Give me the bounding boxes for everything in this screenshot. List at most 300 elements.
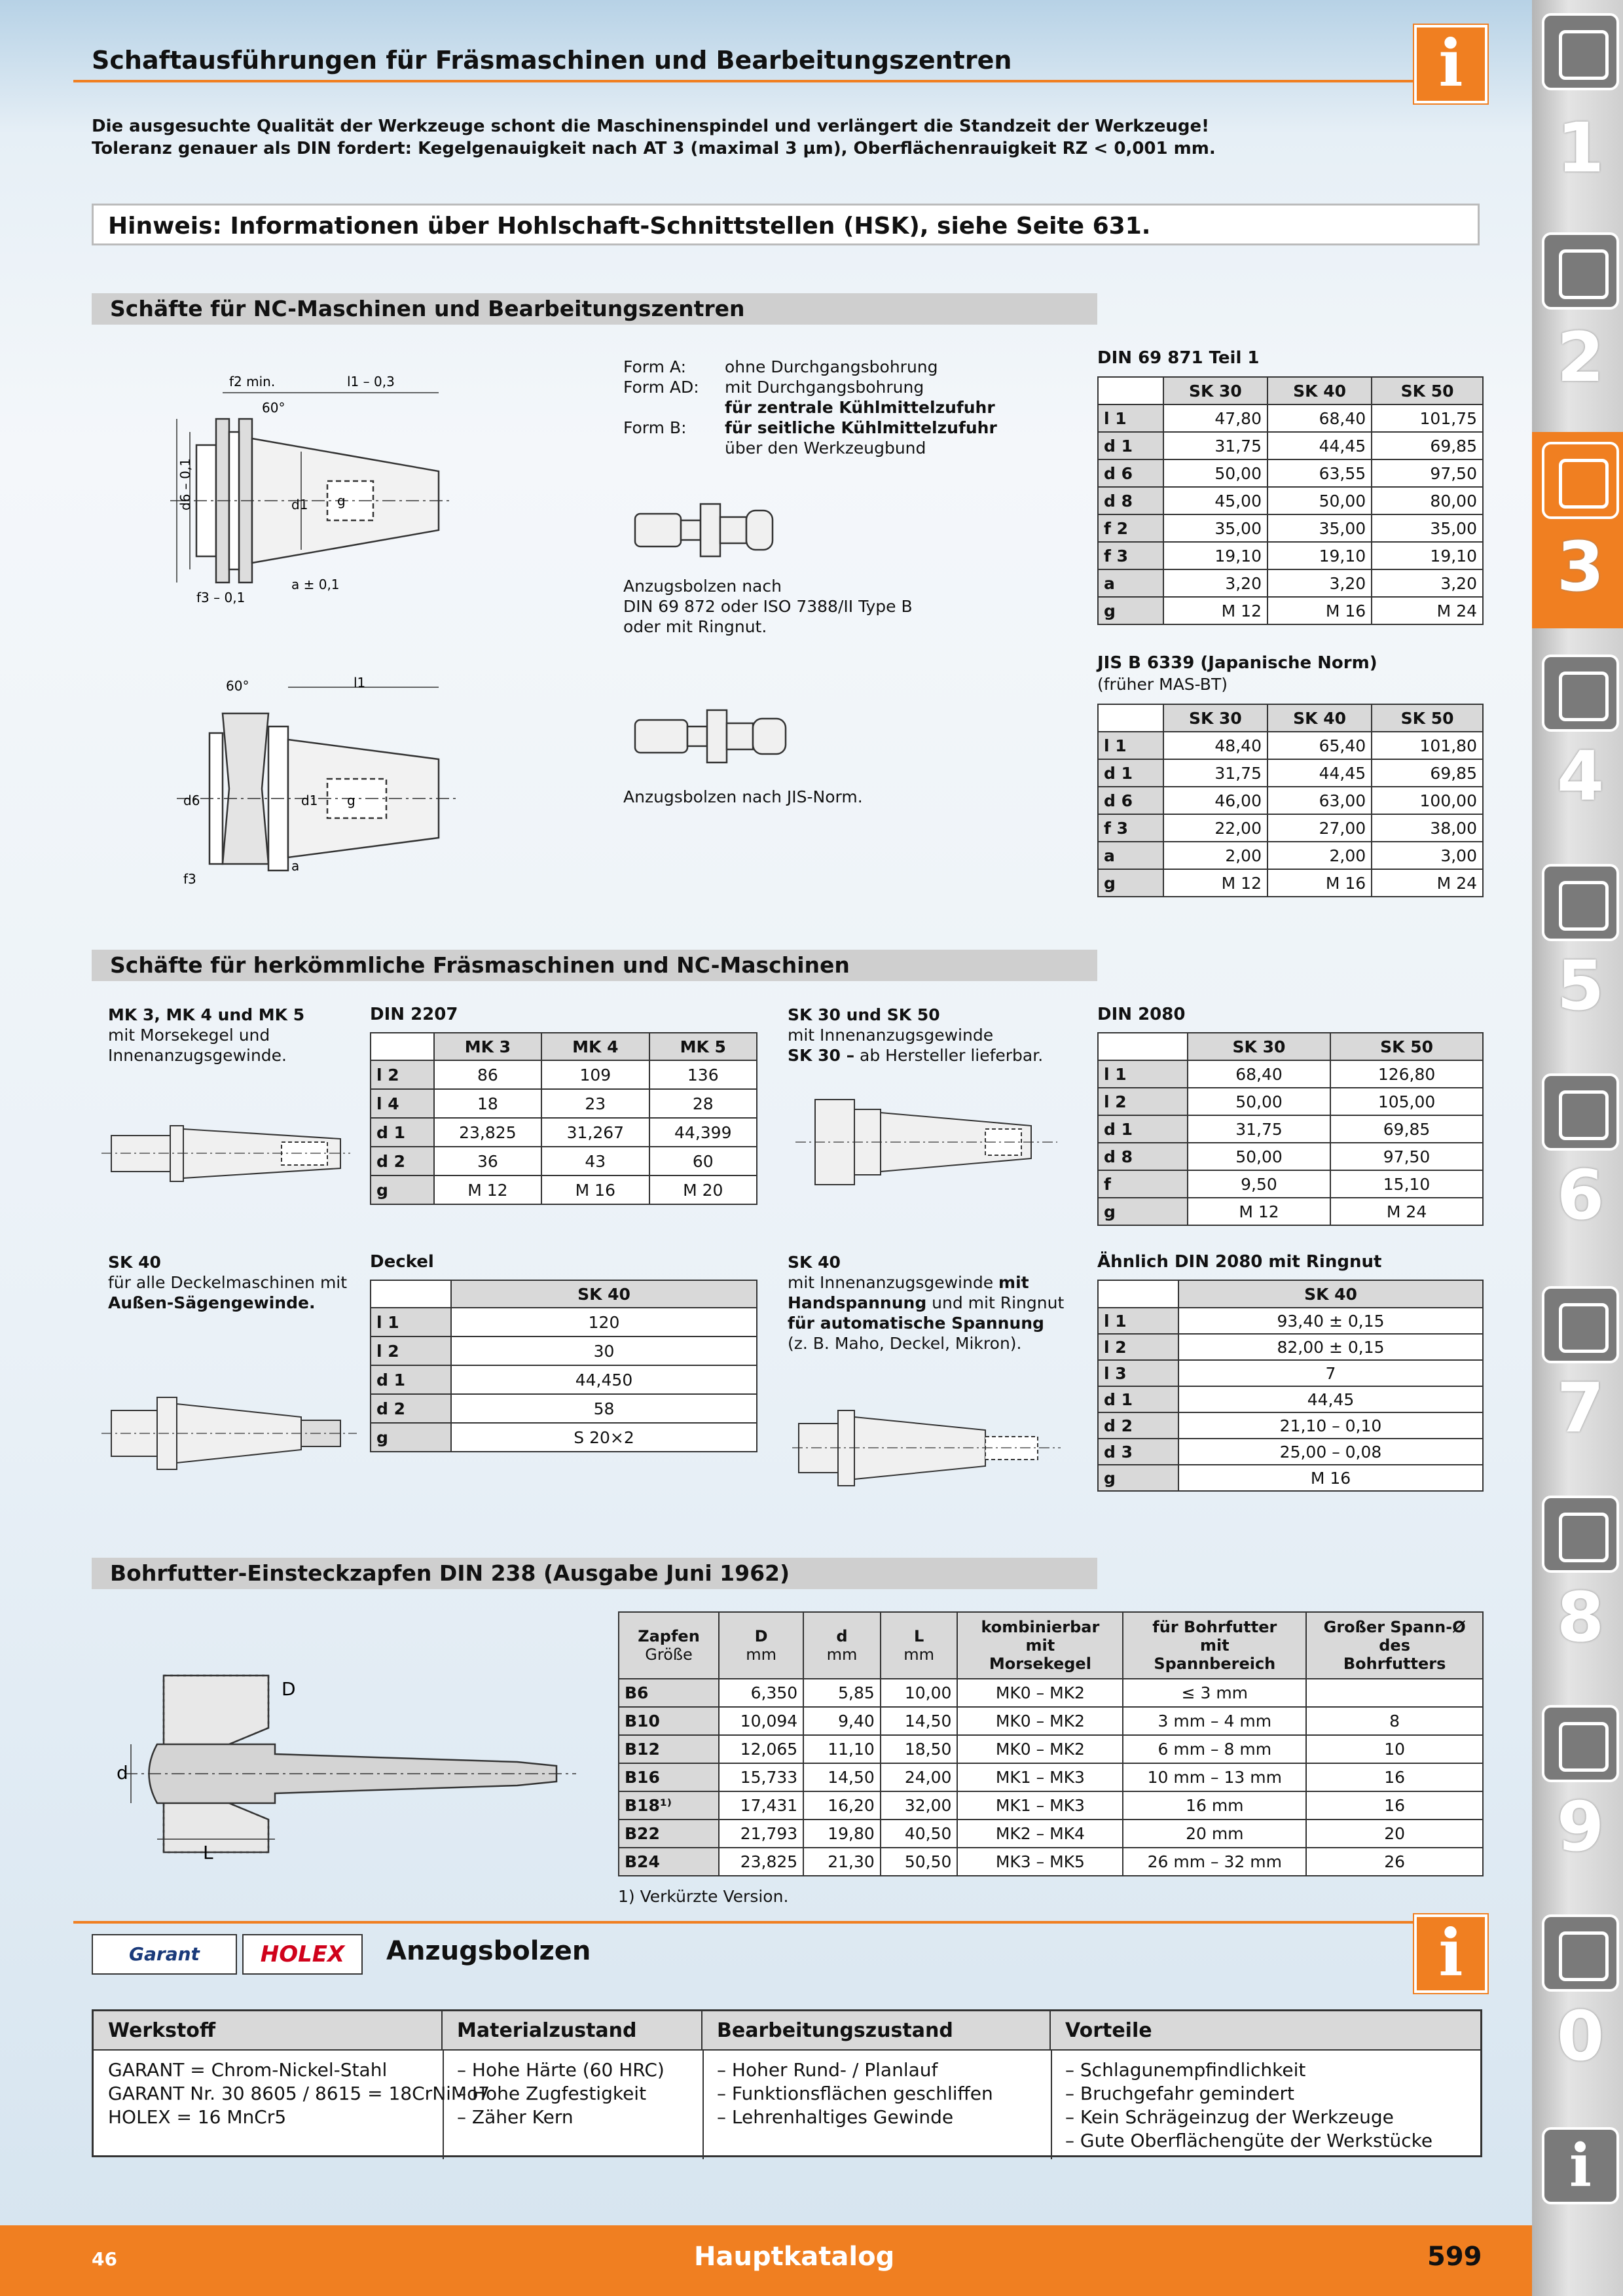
row-label: d 1 <box>1098 759 1163 787</box>
info-icon-bolts[interactable]: i <box>1414 1914 1487 1993</box>
table-row <box>1098 459 1483 487</box>
shank-diagram-jis <box>164 674 465 903</box>
bearbeitung-line-1: – Hoher Rund- / Planlauf <box>717 2059 938 2081</box>
pull-stud-caption-din <box>623 576 913 637</box>
din2207-title: DIN 2207 <box>370 1005 458 1024</box>
sk3050-title: SK 30 und SK 50 <box>788 1005 940 1024</box>
saw-icon[interactable] <box>1542 864 1619 941</box>
table-row <box>1098 1170 1483 1198</box>
label-angle-jis: 60° <box>226 678 249 694</box>
row-label: l 1 <box>371 1308 451 1336</box>
table-cell: 35,00 <box>1372 514 1483 542</box>
row-label: l 2 <box>1098 1088 1188 1115</box>
column-header-line: kombinierbar <box>981 1618 1100 1636</box>
label-D: D <box>282 1678 296 1700</box>
table-row <box>1098 1412 1483 1439</box>
table-cell: 16 <box>1306 1763 1483 1791</box>
row-label: d 8 <box>1098 1143 1188 1170</box>
table-cell: 86 <box>434 1060 541 1089</box>
chapter-number-0[interactable]: 0 <box>1556 1996 1605 2076</box>
row-label: l 2 <box>371 1060 434 1089</box>
werkstoff-line-1: GARANT = Chrom-Nickel-Stahl <box>108 2059 388 2081</box>
row-label: B16 <box>619 1763 719 1791</box>
form-ad-value: mit Durchgangsbohrung <box>725 378 924 397</box>
row-label: B24 <box>619 1848 719 1876</box>
table-cell: 6 mm – 8 mm <box>1123 1735 1306 1763</box>
row-label: d 1 <box>1098 1386 1178 1412</box>
din238-diagram <box>98 1656 583 1872</box>
table-cell: 38,00 <box>1372 814 1483 842</box>
garant-logo-text: Garant <box>129 1943 200 1965</box>
sk40b-line-3-bold: für automatische Spannung <box>788 1314 1044 1333</box>
cabinet-glyph <box>1559 1722 1609 1772</box>
table-cell: 28 <box>649 1089 757 1118</box>
table-cell: 2,00 <box>1267 842 1372 869</box>
bolts-feature-table <box>92 2009 1482 2157</box>
drill-glyph <box>1559 30 1609 80</box>
table-cell: S 20×2 <box>451 1423 757 1452</box>
column-header-line: L <box>913 1627 924 1645</box>
table-cell: 47,80 <box>1163 404 1267 432</box>
form-legend <box>623 357 997 458</box>
pull-stud-diagram-jis <box>629 700 825 772</box>
table-cell: 93,40 ± 0,15 <box>1178 1308 1483 1334</box>
row-label: g <box>371 1423 451 1452</box>
table-row <box>1098 1115 1483 1143</box>
material-line-2: – Hohe Zugfestigkeit <box>457 2083 647 2104</box>
table-cell: 7 <box>1178 1360 1483 1386</box>
table-row <box>1098 842 1483 869</box>
table-row <box>619 1848 1483 1876</box>
holex-logo-text: HOLEX <box>260 1941 345 1967</box>
garant-logo <box>92 1934 237 1975</box>
table-cell: 5,85 <box>803 1679 881 1707</box>
form-ad-bold: für zentrale Kühlmittelzufuhr <box>725 398 995 417</box>
table-cell: M 12 <box>1163 869 1267 897</box>
table-cell: 69,85 <box>1372 759 1483 787</box>
table-cell: 35,00 <box>1267 514 1372 542</box>
saw-glyph <box>1559 881 1609 931</box>
chapter-number-5[interactable]: 5 <box>1556 946 1605 1026</box>
row-label: d 1 <box>371 1365 451 1394</box>
row-label: a <box>1098 569 1163 597</box>
table-row <box>1098 514 1483 542</box>
table-cell: 97,50 <box>1330 1143 1483 1170</box>
table-row <box>1098 1386 1483 1412</box>
toolbox-icon[interactable] <box>1542 1496 1619 1573</box>
hint-box: Hinweis: Informationen über Hohlschaft-Schnittstellen (HSK), siehe Seite 631. <box>92 204 1480 245</box>
row-label: l 1 <box>1098 732 1163 759</box>
caliper-glyph <box>1559 672 1609 721</box>
table-cell: 58 <box>451 1394 757 1423</box>
row-label: d 2 <box>1098 1412 1178 1439</box>
info-icon[interactable]: i <box>1542 2127 1619 2204</box>
table-row <box>371 1336 757 1365</box>
table-row <box>1098 1308 1483 1334</box>
table-row <box>371 1175 757 1204</box>
column-header-line: Bohrfutters <box>1343 1655 1446 1673</box>
label-d1-jis: d1 <box>301 793 318 808</box>
table-row <box>619 1791 1483 1820</box>
intro-line-1: Die ausgesuchte Qualität der Werkzeuge schont die Maschinenspindel und verlängert die Standzeit der Werkzeuge! <box>92 117 1209 136</box>
col-sk50: SK 50 <box>1330 1033 1483 1060</box>
din2080r-table <box>1097 1280 1484 1492</box>
row-label: g <box>1098 597 1163 624</box>
section-title-conventional: Schäfte für herkömmliche Fräsmaschinen und NC-Maschinen <box>92 950 1097 981</box>
table-cell: 16,20 <box>803 1791 881 1820</box>
label-l1: l1 – 0,3 <box>347 374 395 389</box>
sk40b-title: SK 40 <box>788 1253 841 1272</box>
din2207-table <box>370 1032 757 1205</box>
table-cell: 3,00 <box>1372 842 1483 869</box>
deckel-title: Deckel <box>370 1252 434 1272</box>
bearbeitung-line-2: – Funktionsflächen geschliffen <box>717 2083 993 2104</box>
holder-icon[interactable] <box>1542 442 1619 519</box>
pliers-icon[interactable] <box>1542 1286 1619 1363</box>
table-row <box>1098 1465 1483 1491</box>
table-cell: 48,40 <box>1163 732 1267 759</box>
table-cell: 20 <box>1306 1820 1483 1848</box>
table-cell: M 20 <box>649 1175 757 1204</box>
material-line-1: – Hohe Härte (60 HRC) <box>457 2059 665 2081</box>
table-row <box>1098 814 1483 842</box>
table-cell: 19,10 <box>1372 542 1483 569</box>
table-cell: M 24 <box>1330 1198 1483 1225</box>
column-header <box>719 1612 803 1679</box>
insert-icon[interactable] <box>1542 232 1619 310</box>
col-mk4: MK 4 <box>541 1033 649 1060</box>
info-icon[interactable]: i <box>1414 25 1487 103</box>
table-cell: 31,75 <box>1163 759 1267 787</box>
label-g: g <box>337 493 346 509</box>
sk3050-line-1: mit Innenanzugsgewinde <box>788 1026 994 1045</box>
table-cell: 25,00 – 0,08 <box>1178 1439 1483 1465</box>
shank-diagram-din69871 <box>151 367 458 615</box>
row-label: l 4 <box>371 1089 434 1118</box>
table-row <box>371 1394 757 1423</box>
table-row <box>371 1423 757 1452</box>
row-label: l 2 <box>1098 1334 1178 1360</box>
table-cell: 43 <box>541 1147 649 1175</box>
bolt1-line-1: Anzugsbolzen nach <box>623 577 782 596</box>
column-header <box>1123 1612 1306 1679</box>
table-row <box>1098 869 1483 897</box>
form-b-value: über den Werkzeugbund <box>725 439 926 457</box>
table-cell: M 24 <box>1372 869 1483 897</box>
table-cell: M 16 <box>1178 1465 1483 1491</box>
col-sk40: SK 40 <box>451 1280 757 1308</box>
table-cell: M 16 <box>541 1175 649 1204</box>
table-cell: MK1 – MK3 <box>957 1791 1123 1820</box>
table-row <box>371 1118 757 1147</box>
label-a: a ± 0,1 <box>291 577 340 592</box>
row-label: f 2 <box>1098 514 1163 542</box>
column-header-line: mit <box>1199 1636 1230 1655</box>
table-cell: 68,40 <box>1267 404 1372 432</box>
chapter-number-9[interactable]: 9 <box>1556 1787 1605 1867</box>
wrench-glyph <box>1559 1090 1609 1140</box>
table-cell: 100,00 <box>1372 787 1483 814</box>
table-cell: MK0 – MK2 <box>957 1735 1123 1763</box>
sk40a-line-1: für alle Deckelmaschinen mit <box>108 1273 348 1292</box>
din238-table <box>618 1611 1484 1876</box>
table-cell: 26 <box>1306 1848 1483 1876</box>
row-label: l 1 <box>1098 404 1163 432</box>
col-mk5: MK 5 <box>649 1033 757 1060</box>
jis-subtitle: (früher MAS-BT) <box>1097 675 1228 694</box>
table-cell: 20 mm <box>1123 1820 1306 1848</box>
table-cell: M 16 <box>1267 869 1372 897</box>
table-cell: 15,10 <box>1330 1170 1483 1198</box>
row-label: d 1 <box>1098 432 1163 459</box>
table-row <box>619 1707 1483 1735</box>
chapter-number-2[interactable]: 2 <box>1556 317 1605 397</box>
table-cell: 19,10 <box>1267 542 1372 569</box>
din2080r-title: Ähnlich DIN 2080 mit Ringnut <box>1097 1252 1382 1272</box>
label-l1-jis: l1 <box>354 675 366 691</box>
table-row <box>1098 1198 1483 1225</box>
table-row <box>1098 1143 1483 1170</box>
table-cell: 30 <box>451 1336 757 1365</box>
mk-shank-diagram <box>98 1100 354 1204</box>
cabinet-icon[interactable] <box>1542 1705 1619 1782</box>
table-cell: 35,00 <box>1163 514 1267 542</box>
row-label: g <box>1098 1198 1188 1225</box>
section-title-din238: Bohrfutter-Einsteckzapfen DIN 238 (Ausgabe Juni 1962) <box>92 1558 1097 1589</box>
safety-glyph <box>1559 1931 1609 1981</box>
table-row <box>619 1735 1483 1763</box>
caliper-icon[interactable] <box>1542 655 1619 732</box>
table-cell <box>1306 1679 1483 1707</box>
jis-title: JIS B 6339 (Japanische Norm) <box>1097 653 1377 673</box>
row-label: f 3 <box>1098 542 1163 569</box>
table-cell: 23,825 <box>434 1118 541 1147</box>
label-a-jis: a <box>291 858 300 874</box>
wrench-icon[interactable] <box>1542 1073 1619 1151</box>
chapter-number-7[interactable]: 7 <box>1556 1368 1605 1448</box>
din2080-table <box>1097 1032 1484 1226</box>
col-sk30: SK 30 <box>1163 377 1267 404</box>
head-werkstoff: Werkstoff <box>94 2011 443 2051</box>
table-row <box>1098 732 1483 759</box>
werkstoff-line-3: HOLEX = 16 MnCr5 <box>108 2106 287 2128</box>
din69871-table <box>1097 376 1484 625</box>
chapter-number-1[interactable]: 1 <box>1556 108 1605 188</box>
table-cell: 69,85 <box>1372 432 1483 459</box>
table-row <box>1098 1439 1483 1465</box>
pull-stud-diagram-din <box>629 494 805 566</box>
table-row <box>1098 1360 1483 1386</box>
sk40-maho-description <box>788 1252 1064 1354</box>
table-row <box>1098 542 1483 569</box>
holex-logo <box>242 1934 363 1975</box>
header-rule <box>73 80 1448 82</box>
table-cell: 31,75 <box>1163 432 1267 459</box>
sk40b-line-2-bold: Handspannung <box>788 1293 927 1312</box>
table-row <box>1098 759 1483 787</box>
label-d1: d1 <box>291 497 308 512</box>
insert-glyph <box>1559 249 1609 299</box>
sk40b-line-2: und mit Ringnut <box>926 1293 1065 1312</box>
col-sk30: SK 30 <box>1163 704 1267 732</box>
safety-icon[interactable] <box>1542 1914 1619 1992</box>
table-cell: 120 <box>451 1308 757 1336</box>
column-header-line: Spannbereich <box>1154 1655 1276 1673</box>
table-cell: 50,50 <box>881 1848 958 1876</box>
footer-page-left: 46 <box>92 2248 117 2270</box>
werkstoff-list <box>94 2058 490 2129</box>
holder-glyph <box>1559 459 1609 509</box>
chapter-number-3[interactable]: 3 <box>1556 527 1605 607</box>
label-d6-jis: d6 <box>183 793 200 808</box>
footer-page-number: 599 <box>1427 2242 1482 2272</box>
col-mk3: MK 3 <box>434 1033 541 1060</box>
pliers-glyph <box>1559 1303 1609 1353</box>
label-L: L <box>203 1842 213 1863</box>
table-cell: MK3 – MK5 <box>957 1848 1123 1876</box>
form-a-value: ohne Durchgangsbohrung <box>725 357 938 376</box>
table-cell: 15,733 <box>719 1763 803 1791</box>
table-cell: 63,55 <box>1267 459 1372 487</box>
row-label: d 6 <box>1098 459 1163 487</box>
vorteile-line-1: – Schlagunempfindlichkeit <box>1065 2059 1306 2081</box>
table-cell: 50,00 <box>1163 459 1267 487</box>
label-d6: d6 – 0,1 <box>177 458 193 511</box>
drill-icon[interactable] <box>1542 13 1619 90</box>
sk40-maho-diagram <box>789 1388 1064 1499</box>
sk40-deckel-diagram <box>98 1374 360 1492</box>
chapter-number-6[interactable]: 6 <box>1556 1155 1605 1235</box>
column-header <box>619 1612 719 1679</box>
table-cell: 19,80 <box>803 1820 881 1848</box>
table-header-row <box>619 1612 1483 1679</box>
table-cell: 109 <box>541 1060 649 1089</box>
form-b-key: Form B: <box>623 418 687 437</box>
table-cell: 44,399 <box>649 1118 757 1147</box>
column-header <box>803 1612 881 1679</box>
table-cell: 101,80 <box>1372 732 1483 759</box>
table-row <box>1098 1334 1483 1360</box>
vorteile-list <box>1051 2058 1432 2153</box>
col-sk40: SK 40 <box>1267 704 1372 732</box>
row-label: g <box>1098 869 1163 897</box>
table-cell: 44,45 <box>1267 432 1372 459</box>
label-f3-jis: f3 <box>183 871 196 887</box>
table-row <box>1098 404 1483 432</box>
row-label: a <box>1098 842 1163 869</box>
table-cell: 44,450 <box>451 1365 757 1394</box>
row-label: B12 <box>619 1735 719 1763</box>
table-cell: 63,00 <box>1267 787 1372 814</box>
mk-line-1: mit Morsekegel und <box>108 1026 270 1045</box>
bearbeitung-line-3: – Lehrenhaltiges Gewinde <box>717 2106 954 2128</box>
column-header-line: mit <box>1025 1636 1055 1655</box>
column-header-line: Zapfen <box>638 1627 700 1645</box>
row-label: l 3 <box>1098 1360 1178 1386</box>
row-label: l 1 <box>1098 1060 1188 1088</box>
sk3050-line-2-bold: SK 30 – <box>788 1046 855 1065</box>
sk40b-line-1-bold: mit <box>998 1273 1029 1292</box>
table-cell: 50,00 <box>1267 487 1372 514</box>
table-cell: 46,00 <box>1163 787 1267 814</box>
table-row <box>371 1147 757 1175</box>
column-header-line: Morsekegel <box>989 1655 1091 1673</box>
row-label: f <box>1098 1170 1188 1198</box>
column-header-line: d <box>836 1627 848 1645</box>
label-g-jis: g <box>347 793 356 808</box>
section-title-nc: Schäfte für NC-Maschinen und Bearbeitungszentren <box>92 293 1097 325</box>
head-vorteile: Vorteile <box>1051 2011 1480 2051</box>
column-header-line: D <box>754 1627 768 1645</box>
row-label: d 1 <box>1098 1115 1188 1143</box>
table-cell: 9,50 <box>1188 1170 1330 1198</box>
column-header-line: mm <box>903 1645 935 1664</box>
table-cell: MK1 – MK3 <box>957 1763 1123 1791</box>
table-cell: 11,10 <box>803 1735 881 1763</box>
table-cell: 26 mm – 32 mm <box>1123 1848 1306 1876</box>
column-header-line: Größe <box>645 1645 693 1664</box>
row-label: d 1 <box>371 1118 434 1147</box>
sk40b-line-4: (z. B. Maho, Deckel, Mikron). <box>788 1334 1022 1353</box>
table-cell: 60 <box>649 1147 757 1175</box>
row-label: d 8 <box>1098 487 1163 514</box>
table-cell: 69,85 <box>1330 1115 1483 1143</box>
table-cell: M 24 <box>1372 597 1483 624</box>
row-label: g <box>1098 1465 1178 1491</box>
table-cell: 10 <box>1306 1735 1483 1763</box>
vorteile-line-3: – Kein Schrägeinzug der Werkzeuge <box>1065 2106 1394 2128</box>
bolts-title: Anzugsbolzen <box>386 1936 591 1966</box>
label-f2: f2 min. <box>229 374 276 389</box>
material-line-3: – Zäher Kern <box>457 2106 574 2128</box>
head-bearbeitungszustand: Bearbeitungszustand <box>702 2011 1051 2051</box>
din69871-title: DIN 69 871 Teil 1 <box>1097 348 1260 368</box>
vorteile-line-2: – Bruchgefahr gemindert <box>1065 2083 1294 2104</box>
table-cell: 31,267 <box>541 1118 649 1147</box>
label-d: d <box>117 1762 128 1784</box>
table-cell: 97,50 <box>1372 459 1483 487</box>
column-header-line: für Bohrfutter <box>1152 1618 1277 1636</box>
row-label: d 6 <box>1098 787 1163 814</box>
label-angle: 60° <box>262 400 285 416</box>
table-cell: 136 <box>649 1060 757 1089</box>
table-cell: 6,350 <box>719 1679 803 1707</box>
deckel-table <box>370 1280 757 1452</box>
table-cell: 17,431 <box>719 1791 803 1820</box>
table-cell: 10,094 <box>719 1707 803 1735</box>
footer-catalog-name: Hauptkatalog <box>694 2242 895 2272</box>
col-sk30: SK 30 <box>1188 1033 1330 1060</box>
mk-title: MK 3, MK 4 und MK 5 <box>108 1005 305 1024</box>
sk40a-line-2: Außen-Sägengewinde. <box>108 1293 316 1312</box>
chapter-number-4[interactable]: 4 <box>1556 736 1605 816</box>
table-cell: 44,45 <box>1178 1386 1483 1412</box>
chapter-number-8[interactable]: 8 <box>1556 1577 1605 1657</box>
table-cell: 14,50 <box>881 1707 958 1735</box>
mk-description <box>108 1005 304 1066</box>
table-cell: 32,00 <box>881 1791 958 1820</box>
table-cell: MK0 – MK2 <box>957 1679 1123 1707</box>
table-cell: 23,825 <box>719 1848 803 1876</box>
table-cell: 12,065 <box>719 1735 803 1763</box>
column-header-line: des <box>1379 1636 1410 1655</box>
jis-table <box>1097 704 1484 897</box>
row-label: l 2 <box>371 1336 451 1365</box>
table-cell: 22,00 <box>1163 814 1267 842</box>
col-sk40: SK 40 <box>1178 1280 1483 1308</box>
table-cell: 8 <box>1306 1707 1483 1735</box>
row-label: f 3 <box>1098 814 1163 842</box>
